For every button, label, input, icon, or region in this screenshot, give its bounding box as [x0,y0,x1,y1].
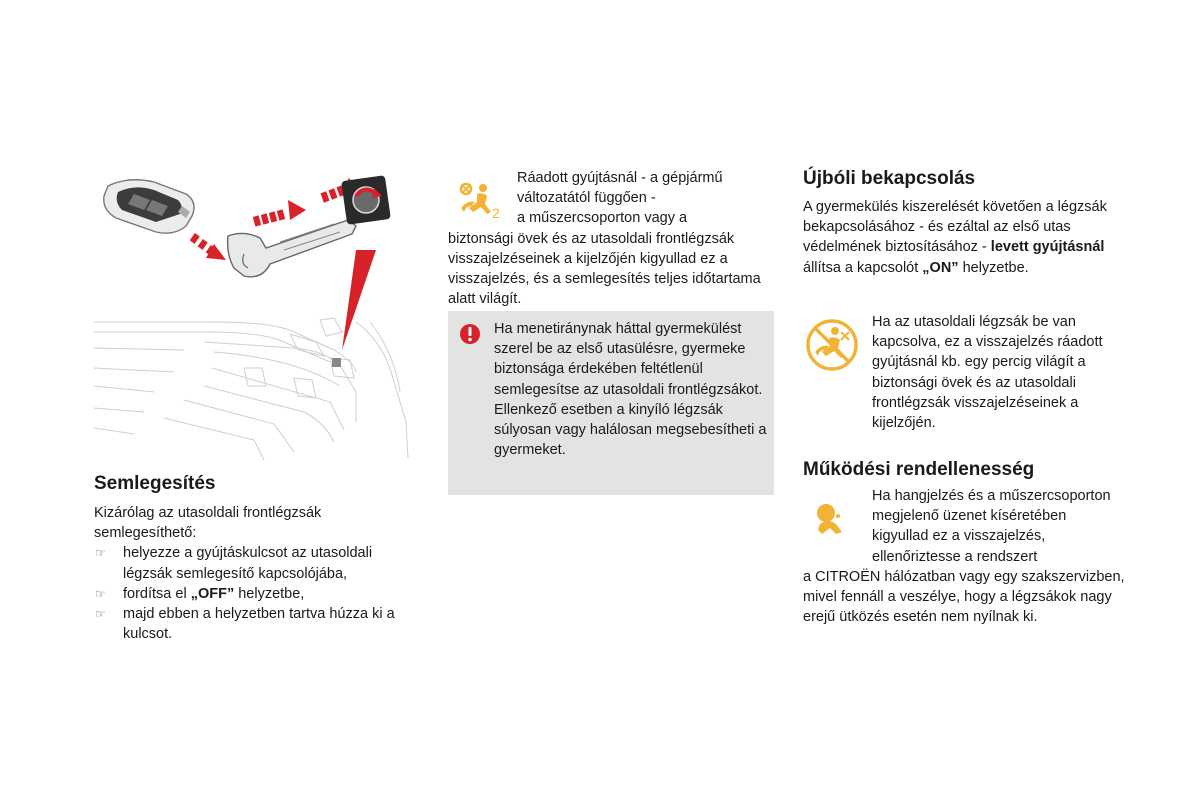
intro-text: Kizárólag az utasoldali frontlégzsák semlegesíthető: [94,505,322,542]
dashboard-sketch-image [94,318,408,460]
section-heading: Újbóli bekapcsolás [803,168,976,189]
list-item: ☞ fordítsa el „OFF” helyzetbe, [94,584,424,604]
deactivation-section [94,472,424,644]
warning-exclamation-icon [459,323,481,345]
pointing-hand-icon: ☞ [95,607,106,622]
pointing-hand-icon: ☞ [95,586,106,601]
info-line: változatától függően - [517,190,656,207]
section-heading: Semlegesítés [94,473,216,494]
key-fob-image [104,180,194,233]
malfunction-lines: Ha hangjelzés és a műszercsoporton megjelenő üzenet kíséretében kigyullad ez a visszajelzés, ellenőriztesse a rendszert [872,488,1111,565]
airbag-key-switch-illustration [94,172,414,462]
list-item: ☞ majd ebben a helyzetben tartva húzza ki a kulcsot. [95,606,395,643]
list-item: ☞ helyezze a gyújtáskulcsot az utasoldali légzsák semlegesítő kapcsolójába, [95,545,373,582]
airbag-switch-icon [341,175,391,225]
svg-text:2: 2 [492,205,500,220]
insert-arrow-icon [253,200,306,227]
warning-text: Ha menetiránynak háttal gyermekülést szerel be az első utasülésre, gyermeke biztonsága érdekében feltétlenül semlegesítse az utasoldali frontlégzsákot. Ellenkező esetben a kinyíló légzsák súlyosan vagy halálosan megsebesítheti a gyermeket. [494,321,767,459]
deactivation-indicator-info [448,168,774,309]
warning-box [448,311,774,495]
malfunction-section [803,458,1133,482]
pointing-hand-icon: ☞ [95,546,106,561]
switch-location-marker [332,358,341,367]
malfunction-rest: a CITROËN hálózatban vagy egy szakszervizben, mivel fennáll a veszélye, hogy a légzsákok nagy erejű ütközés esetén nem nyílnak ki. [803,569,1125,626]
airbag-fault-icon [812,502,846,536]
info-line: Ráadott gyújtásnál - a gépjármű [517,170,723,186]
motion-arrow-icon [190,233,226,260]
steps-list [94,543,424,644]
airbag-on-indicator-icon [805,318,859,372]
on-indicator-info: Ha az utasoldali légzsák be van kapcsolva, ez a visszajelzés ráadott gyújtásnál kb. egy percig világít a biztonsági övek és az utasoldali frontlégzsák visszajelzéseinek a kijelzőjén. [872,314,1103,432]
reactivation-section [803,167,1133,278]
key-blade-image [228,220,356,277]
info-paragraph: biztonsági övek és az utasoldali frontlégzsák visszajelzéseinek a kijelzőjén kigyullad ez a visszajelzés, és a semlegesítés teljes időtartama alatt világít. [448,230,761,308]
reactivation-text: A gyermekülés kiszerelését követően a légzsák bekapcsolásához - és ezáltal az első utas védelmének biztosításához - levett gyújtásnál állítsa a kapcsolót „ON” helyzetbe. [803,199,1107,276]
info-line: a műszercsoporton vagy a [517,210,688,227]
section-heading: Működési rendellenesség [803,459,1035,480]
